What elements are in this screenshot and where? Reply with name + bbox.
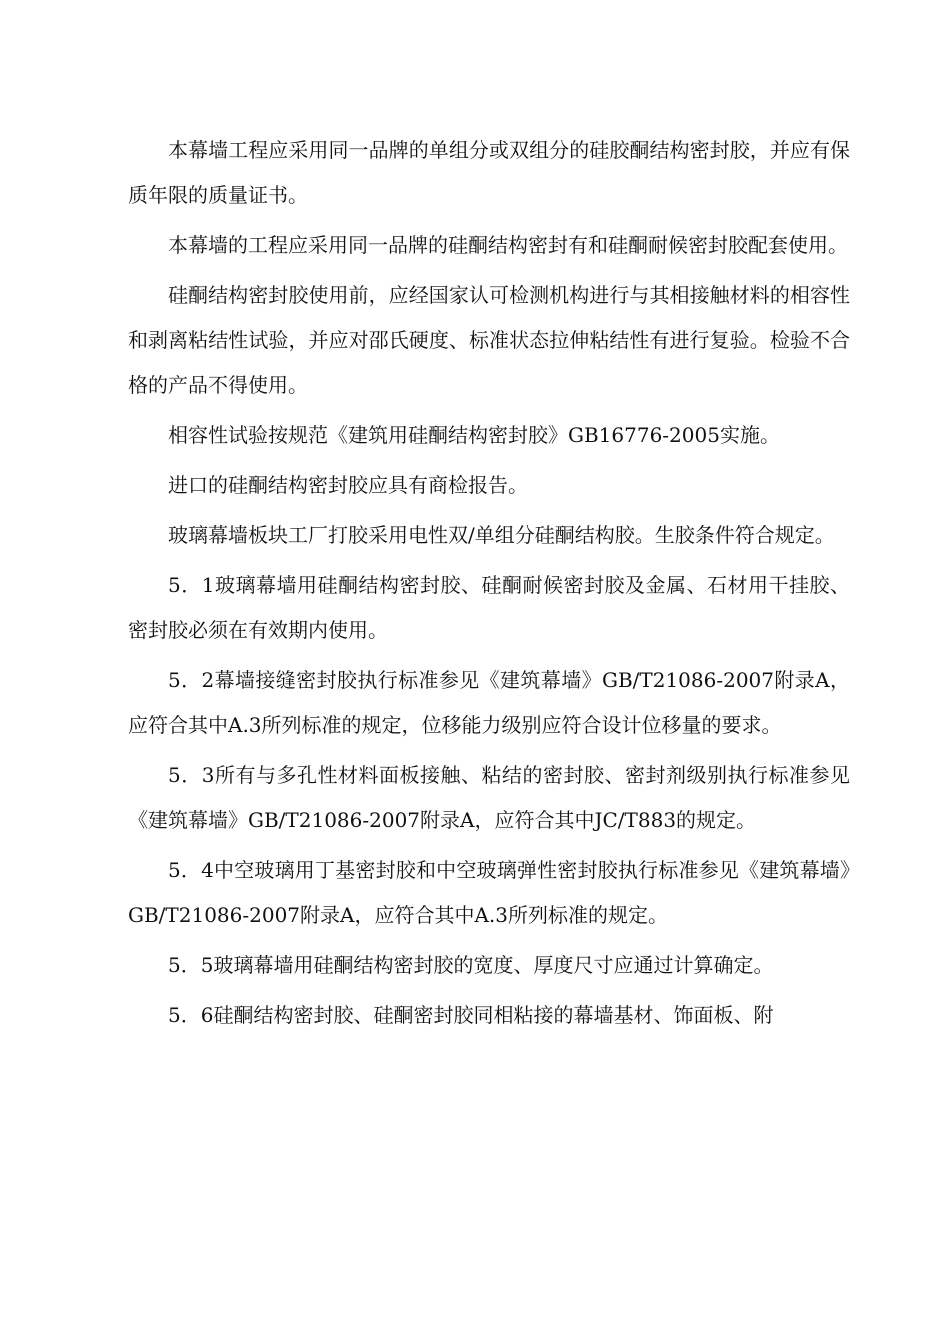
- paragraph: 5．5玻璃幕墙用硅酮结构密封胶的宽度、厚度尺寸应通过计算确定。: [168, 953, 774, 977]
- paragraph: 进口的硅酮结构密封胶应具有商检报告。: [168, 473, 528, 497]
- paragraph: 5．4中空玻璃用丁基密封胶和中空玻璃弹性密封胶执行标准参见《建筑幕墙》GB/T21086-2007附录A，应符合其中A.3所列标准的规定。: [128, 858, 850, 927]
- paragraph: 硅酮结构密封胶使用前，应经国家认可检测机构进行与其相接触材料的相容性和剥离粘结性试验，并应对邵氏硬度、标准状态拉伸粘结性有进行复验。检验不合格的产品不得使用。: [128, 283, 850, 397]
- paragraph: 玻璃幕墙板块工厂打胶采用电性双/单组分硅酮结构胶。生胶条件符合规定。: [168, 523, 835, 547]
- paragraph: 5．1玻璃幕墙用硅酮结构密封胶、硅酮耐候密封胶及金属、石材用干挂胶、密封胶必须在有效期内使用。: [128, 573, 850, 642]
- paragraph: 5．3所有与多孔性材料面板接触、粘结的密封胶、密封剂级别执行标准参见《建筑幕墙》GB/T21086-2007附录A，应符合其中JC/T883的规定。: [128, 763, 850, 832]
- paragraph: 相容性试验按规范《建筑用硅酮结构密封胶》GB16776-2005实施。: [168, 423, 780, 447]
- paragraph: 5．2幕墙接缝密封胶执行标准参见《建筑幕墙》GB/T21086-2007附录A，应符合其中A.3所列标准的规定，位移能力级别应符合设计位移量的要求。: [128, 668, 850, 737]
- paragraph: 本幕墙的工程应采用同一品牌的硅酮结构密封有和硅酮耐候密封胶配套使用。: [168, 233, 848, 257]
- document-body: [128, 128, 850, 1043]
- paragraph: 本幕墙工程应采用同一品牌的单组分或双组分的硅胶酮结构密封胶，并应有保质年限的质量证书。: [128, 138, 850, 207]
- paragraph: 5．6硅酮结构密封胶、硅酮密封胶同相粘接的幕墙基材、饰面板、附: [168, 1003, 774, 1027]
